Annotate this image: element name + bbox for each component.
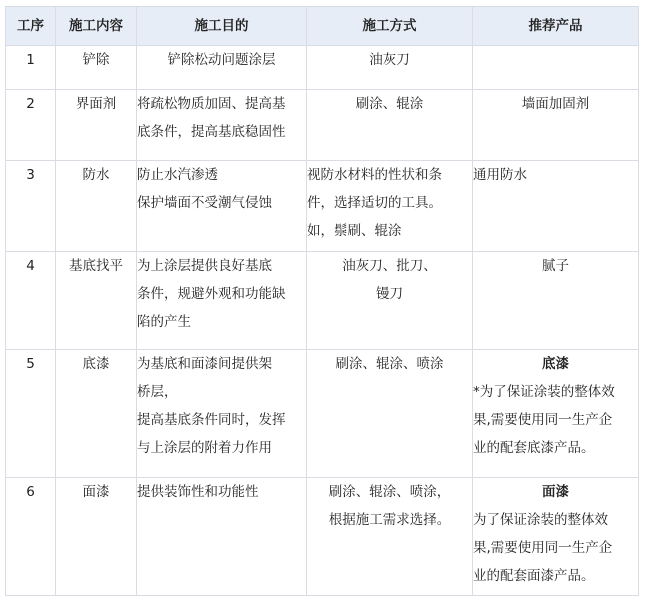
purpose-cell <box>137 478 307 596</box>
header-step: 工序 <box>6 7 56 46</box>
method-cell <box>307 90 473 161</box>
step-cell: 3 <box>6 161 56 252</box>
product-cell <box>473 478 639 596</box>
purpose-line: 陷的产生 <box>137 314 191 330</box>
content-cell: 防水 <box>56 161 137 252</box>
purpose-line: 将疏松物质加固、提高基 <box>137 96 286 112</box>
method-line: 刷涂、辊涂、喷涂 <box>335 356 444 372</box>
method-cell <box>307 161 473 252</box>
purpose-line: 桥层， <box>137 384 178 400</box>
purpose-cell <box>137 350 307 478</box>
method-line: 油灰刀 <box>369 52 410 68</box>
product-line: 为了保证涂装的整体效 <box>473 512 608 528</box>
product-line: 腻子 <box>542 258 569 274</box>
product-cell <box>473 90 639 161</box>
header-product: 推荐产品 <box>473 7 639 46</box>
content-cell: 铲除 <box>56 46 137 90</box>
purpose-cell <box>137 252 307 350</box>
method-cell <box>307 478 473 596</box>
product-line: 通用防水 <box>473 167 527 183</box>
product-cell <box>473 252 639 350</box>
purpose-line: 底条件，提高基底稳固性 <box>137 124 286 140</box>
method-line: 刷涂、辊涂、喷涂， <box>328 484 451 500</box>
table-row <box>6 90 639 161</box>
method-line: 如，鬃刷、辊涂 <box>307 223 402 239</box>
purpose-cell <box>137 46 307 90</box>
step-cell: 5 <box>6 350 56 478</box>
product-title: 底漆 <box>542 356 569 372</box>
purpose-line: 保护墙面不受潮气侵蚀 <box>137 195 272 211</box>
table-row <box>6 478 639 596</box>
table-row <box>6 350 639 478</box>
purpose-line: 条件，规避外观和功能缺 <box>137 286 286 302</box>
step-cell: 2 <box>6 90 56 161</box>
step-cell: 4 <box>6 252 56 350</box>
product-cell <box>473 350 639 478</box>
purpose-line: 提供装饰性和功能性 <box>137 484 259 500</box>
product-cell <box>473 161 639 252</box>
purpose-line: 为上涂层提供良好基底 <box>137 258 272 274</box>
product-title: 面漆 <box>542 484 569 500</box>
product-line: 果,需要使用同一生产企 <box>473 540 613 556</box>
purpose-line: 与上涂层的附着力作用 <box>137 440 272 456</box>
table-row <box>6 46 639 90</box>
purpose-line: 为基底和面漆间提供架 <box>137 356 272 372</box>
method-line: 视防水材料的性状和条 <box>307 167 442 183</box>
purpose-cell <box>137 90 307 161</box>
purpose-cell <box>137 161 307 252</box>
step-cell: 6 <box>6 478 56 596</box>
header-method: 施工方式 <box>307 7 473 46</box>
step-cell: 1 <box>6 46 56 90</box>
purpose-line: 防止水汽渗透 <box>137 167 218 183</box>
product-line: 墙面加固剂 <box>521 96 590 112</box>
content-cell: 底漆 <box>56 350 137 478</box>
content-cell: 基底找平 <box>56 252 137 350</box>
content-cell: 面漆 <box>56 478 137 596</box>
content-cell: 界面剂 <box>56 90 137 161</box>
method-cell <box>307 46 473 90</box>
header-purpose: 施工目的 <box>137 7 307 46</box>
purpose-line: 铲除松动问题涂层 <box>167 52 276 68</box>
product-line: 业的配套面漆产品。 <box>473 568 595 584</box>
header-content: 施工内容 <box>56 7 137 46</box>
purpose-line: 提高基底条件同时，发挥 <box>137 412 286 428</box>
construction-process-table <box>5 6 639 596</box>
product-line: 业的配套底漆产品。 <box>473 440 595 456</box>
method-line: 油灰刀、批刀、 <box>342 258 437 274</box>
product-line: *为了保证涂装的整体效 <box>473 384 615 400</box>
method-line: 刷涂、辊涂 <box>355 96 424 112</box>
method-cell <box>307 252 473 350</box>
product-cell <box>473 46 639 90</box>
method-cell <box>307 350 473 478</box>
product-line: 果,需要使用同一生产企 <box>473 412 613 428</box>
table-row <box>6 252 639 350</box>
table-row <box>6 161 639 252</box>
table-header-row <box>6 7 639 46</box>
method-line: 镘刀 <box>376 286 403 302</box>
method-line: 件，选择适切的工具。 <box>307 195 442 211</box>
method-line: 根据施工需求选择。 <box>328 512 451 528</box>
